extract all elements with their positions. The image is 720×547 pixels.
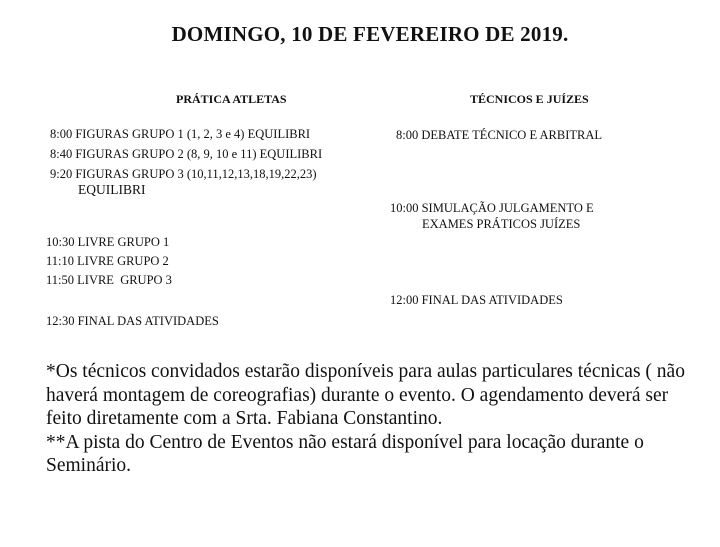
note-paragraph: **A pista do Centro de Eventos não estará disponível para locação durante o Seminário. <box>46 431 644 476</box>
entry-text: SIMULAÇÃO JULGAMENTO E <box>421 201 594 215</box>
entry-time: 8:00 <box>396 128 419 142</box>
entry-time: 10:30 <box>46 235 75 249</box>
entry-time: 11:10 <box>46 254 75 268</box>
entry-time: 8:00 <box>50 127 73 141</box>
entry-time: 12:30 <box>46 314 75 328</box>
notes-section <box>46 360 686 478</box>
entry-time: 11:50 <box>46 273 75 287</box>
schedule-entry <box>396 127 602 143</box>
entry-text: FINAL DAS ATIVIDADES <box>77 314 219 328</box>
schedule-entry <box>46 313 219 329</box>
entry-text: DEBATE TÉCNICO E ARBITRAL <box>421 128 603 142</box>
schedule-entry <box>50 166 317 198</box>
schedule-entry <box>46 234 169 250</box>
entry-text-continuation: EQUILIBRI <box>78 182 146 197</box>
schedule-entry <box>46 272 172 288</box>
entry-text-continuation: EXAMES PRÁTICOS JUÍZES <box>422 217 581 231</box>
schedule-entry <box>390 200 594 232</box>
schedule-entry <box>50 126 310 142</box>
right-column-heading: TÉCNICOS E JUÍZES <box>470 92 589 106</box>
schedule-entry <box>390 292 563 308</box>
note-paragraph: *Os técnicos convidados estarão disponíveis para aulas particulares técnicas ( não haverá montagem de coreografias) durante o evento. O agendamento deverá ser feito diretamente com a Srta. Fabiana Constantino. <box>46 361 685 429</box>
schedule-entry <box>46 253 169 269</box>
entry-time: 10:00 <box>390 201 419 215</box>
schedule-entry <box>50 146 322 162</box>
entry-text: FIGURAS GRUPO 2 (8, 9, 10 e 11) EQUILIBRI <box>75 147 323 161</box>
entry-text: LIVRE GRUPO 1 <box>77 235 170 249</box>
entry-time: 9:20 <box>50 167 73 181</box>
entry-text: FIGURAS GRUPO 3 (10,11,12,13,18,19,22,23) <box>75 167 317 181</box>
entry-text: FINAL DAS ATIVIDADES <box>421 293 563 307</box>
entry-time: 8:40 <box>50 147 73 161</box>
entry-text: LIVRE GRUPO 2 <box>77 254 169 268</box>
page-title: DOMINGO, 10 DE FEVEREIRO DE 2019. <box>171 22 569 46</box>
left-column-heading: PRÁTICA ATLETAS <box>176 92 287 106</box>
entry-time: 12:00 <box>390 293 419 307</box>
entry-text: LIVRE GRUPO 3 <box>77 273 172 287</box>
entry-text: FIGURAS GRUPO 1 (1, 2, 3 e 4) EQUILIBRI <box>75 127 311 141</box>
